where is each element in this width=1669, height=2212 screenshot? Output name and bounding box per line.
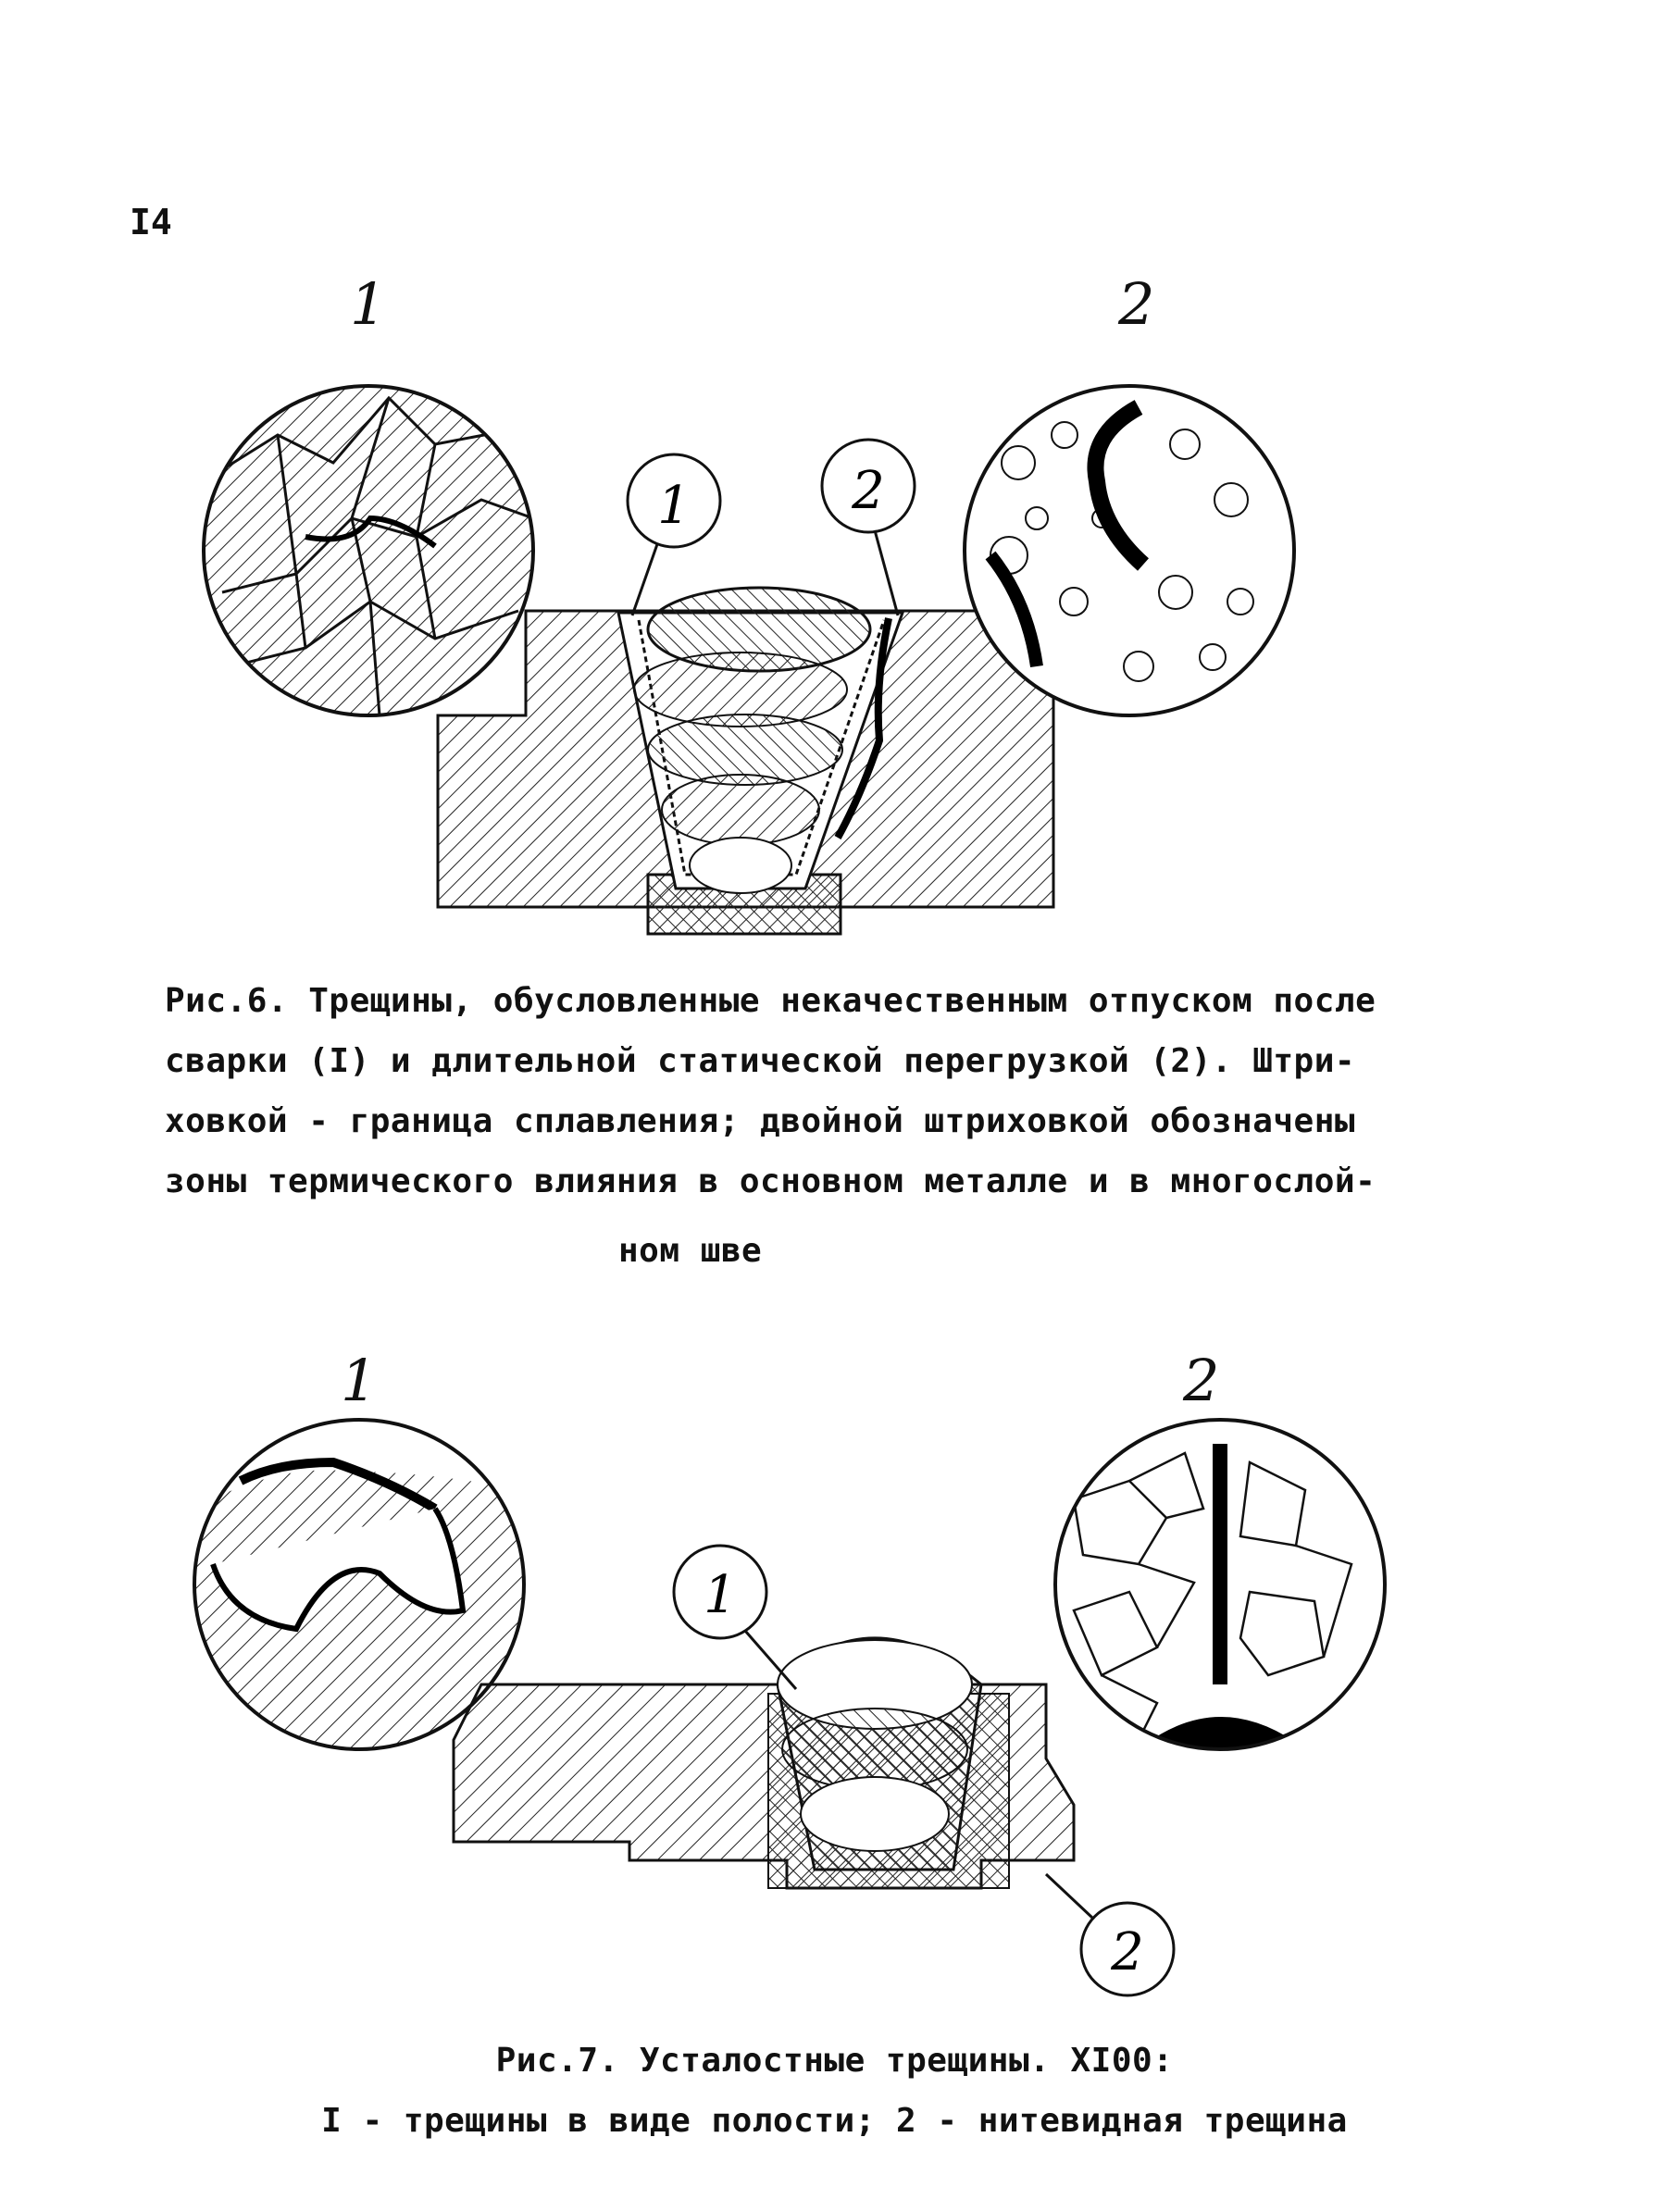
fig7-callout-1-text: 1: [704, 1565, 737, 1625]
fig6-callout-2-text: 2: [852, 461, 885, 521]
fig7-callout-2: [1046, 1874, 1174, 1995]
fig6-caption-line-1: Рис.6. Трещины, обусловленные некачественным отпуском после: [165, 982, 1376, 1020]
fig6-micrograph-right: [965, 386, 1294, 715]
fig7-base-plate: [454, 1684, 1074, 1888]
fig6-callout-1-text: 1: [657, 476, 691, 536]
fig7-label-left: 1: [341, 1347, 378, 1414]
fig6-label-left: 1: [350, 270, 387, 338]
fig6-caption-line-2: сварки (I) и длительной статической перегрузкой (2). Штри-: [165, 1042, 1356, 1080]
fig7-micrograph-left: [194, 1420, 524, 1749]
figure-7-illustration: [0, 1407, 1669, 2018]
fig7-micrograph-right: [1055, 1420, 1385, 1749]
fig6-caption-line-4: зоны термического влияния в основном металле и в многослой-: [165, 1162, 1376, 1200]
fig7-caption-line-2: I - трещины в виде полости; 2 - нитевидная трещина: [321, 2102, 1348, 2140]
page-number: I4: [130, 202, 172, 242]
fig7-caption-line-1: Рис.7. Усталостные трещины. XI00:: [495, 2042, 1174, 2080]
fig7-weld-seam: [778, 1638, 981, 1870]
fig6-micrograph-left: [204, 386, 533, 715]
fig7-label-right: 2: [1183, 1347, 1220, 1414]
figure-6-illustration: [0, 0, 1669, 972]
fig6-caption-line-5: ном шве: [618, 1232, 763, 1270]
fig6-label-right: 2: [1118, 270, 1155, 338]
fig7-callout-2-text: 2: [1111, 1922, 1144, 1982]
fig6-caption-line-3: ховкой - граница сплавления; двойной штриховкой обозначены: [165, 1102, 1356, 1140]
